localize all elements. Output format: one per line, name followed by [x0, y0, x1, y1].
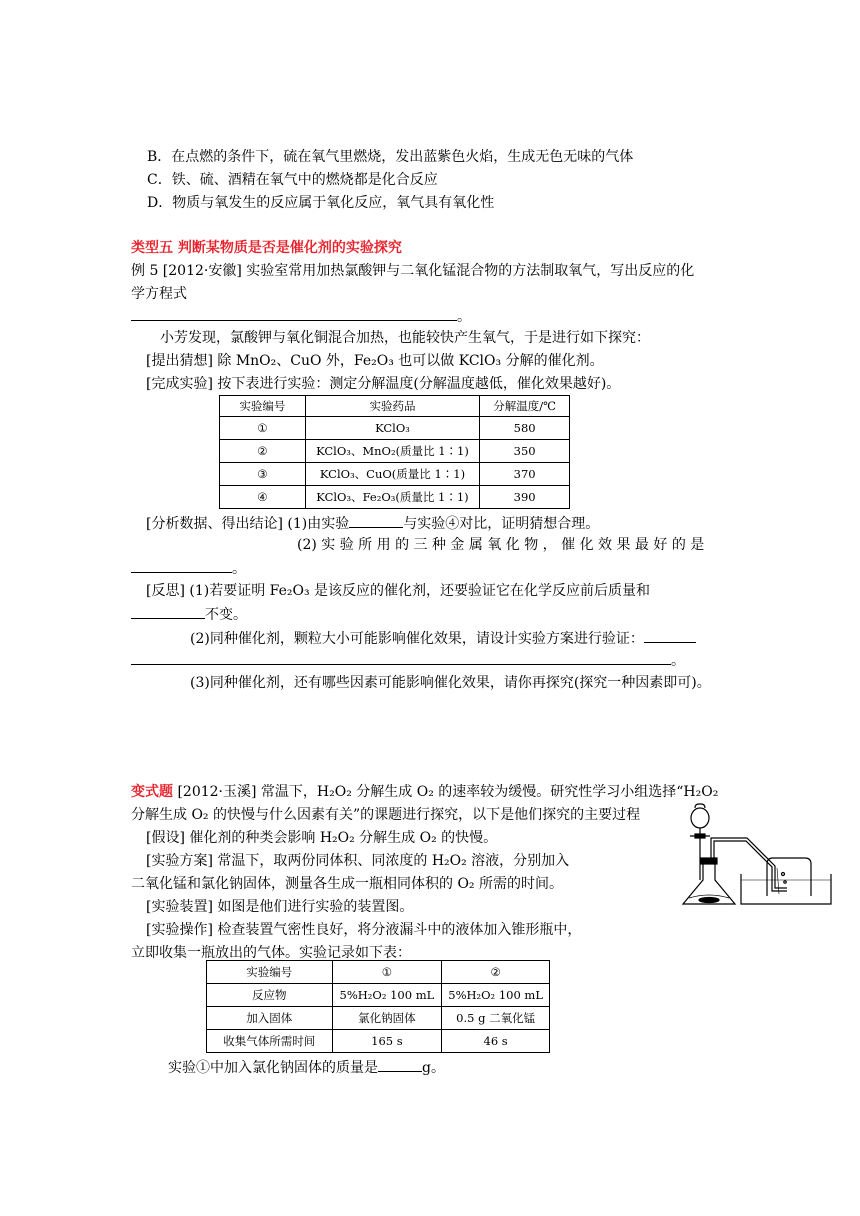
table-row [220, 440, 570, 463]
plan-text-2: 二氧化锰和氯化钠固体，测量各生成一瓶相同体积的 O₂ 所需的时间。 [131, 876, 563, 892]
section-title: 类型五 判断某物质是否是催化剂的实验探究 [131, 240, 402, 256]
table-header-cell: 实验编号 [207, 961, 333, 984]
question-line [168, 1057, 445, 1077]
table-row [207, 1030, 550, 1053]
table-cell: 580 [480, 417, 570, 440]
equation-blank[interactable] [131, 306, 457, 321]
table-cell: 165 s [332, 1030, 442, 1053]
table-cell: 收集气体所需时间 [207, 1030, 333, 1053]
table-cell: 反应物 [207, 984, 333, 1007]
table-header-row [220, 396, 570, 417]
table-cell: 46 s [442, 1030, 550, 1053]
table-header-row [207, 961, 550, 984]
table-cell: ④ [220, 486, 306, 509]
flask-icon [683, 858, 735, 904]
plan-text-1: [实验方案] 常温下，取两份同体积、同浓度的 H₂O₂ 溶液，分别加入 [146, 853, 570, 869]
table-cell: KClO₃、CuO(质量比 1∶1) [305, 463, 480, 486]
variant-text-1: [2012·玉溪] 常温下，H₂O₂ 分解生成 O₂ 的速率较为缓慢。研究性学习小组选择“H₂O₂ [173, 784, 719, 800]
h2o2-table [206, 960, 550, 1053]
table-cell: ② [220, 440, 306, 463]
option-d: D．物质与氧发生的反应属于氧化反应，氧气具有氧化性 [147, 195, 495, 211]
analysis-2-text: (2) 实 验 所 用 的 三 种 金 属 氧 化 物 ， 催 化 效 果 最 好 的 是 [297, 537, 705, 553]
variant-line-2: 分解生成 O₂ 的快慢与什么因素有关”的课题进行探究，以下是他们探究的主要过程 [131, 807, 641, 823]
analysis-text-a: [分析数据、得出结论] (1)由实验 [146, 516, 350, 532]
period: 。 [232, 561, 246, 577]
table-cell: 0.5 g 二氧化锰 [442, 1007, 550, 1030]
reflect-1-blank[interactable] [131, 604, 205, 619]
table-cell: 390 [480, 486, 570, 509]
question-text-a: 实验①中加入氯化钠固体的质量是 [168, 1060, 378, 1076]
analysis-text-b: 与实验④对比，证明猜想合理。 [403, 516, 600, 532]
water-trough-icon [741, 858, 831, 904]
table-cell: KClO₃、MnO₂(质量比 1∶1) [305, 440, 480, 463]
experiment-text: [完成实验] 按下表进行实验：测定分解温度(分解温度越低，催化效果越好)。 [146, 376, 621, 392]
operation-text-2: 立即收集一瓶放出的气体。实验记录如下表： [131, 945, 411, 961]
analysis-2-blank[interactable] [131, 558, 232, 573]
assumption-text: [假设] 催化剂的种类会影响 H₂O₂ 分解生成 O₂ 的快慢。 [146, 830, 498, 846]
variant-label: 变式题 [131, 784, 173, 800]
period: 。 [457, 309, 471, 325]
example-line-1: 例 5 [2012·安徽] 实验室常用加热氯酸钾与二氧化锰混合物的方法制取氧气，写出反应的化 [131, 263, 695, 279]
apparatus-illustration [675, 800, 835, 912]
reflect-1-blank-line[interactable] [131, 604, 247, 624]
table-cell: ③ [220, 463, 306, 486]
analysis-line [146, 513, 599, 533]
table-row [220, 463, 570, 486]
table-cell: 5%H₂O₂ 100 mL [332, 984, 442, 1007]
analysis-blank[interactable] [349, 513, 403, 528]
table-header-cell: ② [442, 961, 550, 984]
reflect-2-blank-a[interactable] [644, 628, 696, 643]
table-header-cell: 分解温度/℃ [480, 396, 570, 417]
reflect-2-blank-b[interactable] [131, 650, 671, 665]
table-row [220, 417, 570, 440]
mass-blank[interactable] [378, 1057, 422, 1072]
table-cell: 350 [480, 440, 570, 463]
reflect-2-line [190, 628, 696, 648]
reflect-2-text: (2)同种催化剂，颗粒大小可能影响催化效果，请设计实验方案进行验证： [190, 631, 644, 647]
table-row [220, 486, 570, 509]
example-line-2: 学方程式 [131, 286, 187, 302]
reflect-3-text: (3)同种催化剂，还有哪些因素可能影响催化效果，请你再探究(探究一种因素即可)。 [190, 675, 711, 691]
table-cell: KClO₃、Fe₂O₃(质量比 1∶1) [305, 486, 480, 509]
reflect-2-blank-line[interactable] [131, 650, 685, 670]
table-cell: 370 [480, 463, 570, 486]
operation-text-1: [实验操作] 检查装置气密性良好，将分液漏斗中的液体加入锥形瓶中， [146, 922, 582, 938]
table-row [207, 1007, 550, 1030]
option-b: B．在点燃的条件下，硫在氧气里燃烧，发出蓝紫色火焰，生成无色无味的气体 [147, 149, 634, 165]
intro-text: 小芳发现，氯酸钾与氧化铜混合加热，也能较快产生氧气，于是进行如下探究： [160, 330, 650, 346]
analysis-2-blank-line[interactable] [131, 558, 246, 578]
table-cell: 加入固体 [207, 1007, 333, 1030]
equation-blank-line[interactable] [131, 306, 471, 326]
reflect-1-text: [反思] (1)若要证明 Fe₂O₃ 是该反应的催化剂，还要验证它在化学反应前后质量和 [146, 583, 651, 599]
table-header-cell: 实验药品 [305, 396, 480, 417]
decomposition-table [219, 395, 570, 509]
table-cell: 5%H₂O₂ 100 mL [442, 984, 550, 1007]
question-text-b: g。 [422, 1060, 445, 1076]
table-cell: 氯化钠固体 [332, 1007, 442, 1030]
table-row [207, 984, 550, 1007]
reflect-1-end: 不变。 [205, 607, 247, 623]
table-header-cell: ① [332, 961, 442, 984]
period: 。 [671, 653, 685, 669]
table-cell: KClO₃ [305, 417, 480, 440]
funnel-icon [690, 804, 710, 880]
table-header-cell: 实验编号 [220, 396, 306, 417]
table-cell: ① [220, 417, 306, 440]
option-c: C．铁、硫、酒精在氧气中的燃烧都是化合反应 [147, 172, 438, 188]
delivery-tube-icon [711, 838, 787, 891]
variant-line-1 [131, 783, 718, 801]
device-text: [实验装置] 如图是他们进行实验的装置图。 [146, 899, 414, 915]
hypothesis-text: [提出猜想] 除 MnO₂、CuO 外，Fe₂O₃ 也可以做 KClO₃ 分解的催化剂。 [146, 353, 604, 369]
